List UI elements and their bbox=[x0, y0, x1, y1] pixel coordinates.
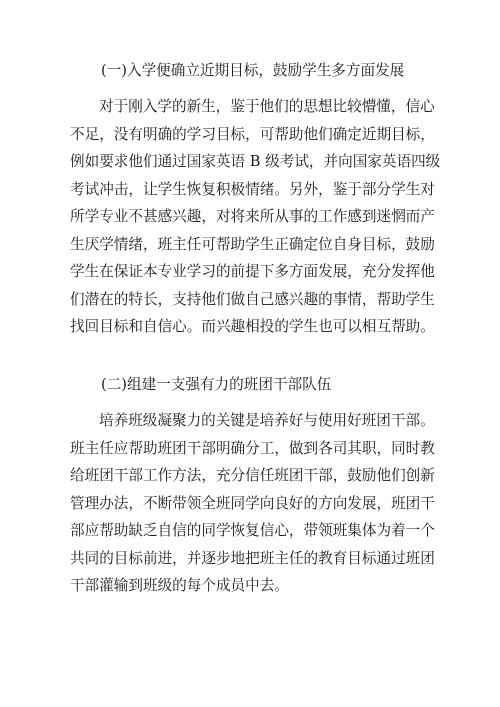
paragraph-line: 部应帮助缺乏自信的同学恢复信心，带领班集体为着一个 bbox=[70, 522, 435, 539]
paragraph-line: 学生在保证本专业学习的前提下多方面发展，充分发挥他 bbox=[70, 263, 435, 280]
paragraph-line: 考试冲击，让学生恢复积极情绪。另外，鉴于部分学生对 bbox=[70, 180, 435, 198]
paragraph-line: 生厌学情绪，班主任可帮助学生正确定位自身目标，鼓励 bbox=[70, 235, 435, 253]
paragraph-line: 不足，没有明确的学习目标，可帮助他们确定近期目标， bbox=[70, 125, 435, 143]
paragraph-line: 培养班级凝聚力的关键是培养好与使用好班团干部。 bbox=[99, 412, 435, 429]
paragraph-line: 干部灌输到班级的每个成员中去。 bbox=[70, 577, 289, 594]
section-2-paragraph bbox=[70, 407, 442, 600]
paragraph-line: 所学专业不甚感兴趣，对将来所从事的工作感到迷惘而产 bbox=[70, 208, 435, 225]
paragraph-line: 对于刚入学的新生，鉴于他们的思想比较懵懂，信心 bbox=[99, 98, 435, 115]
paragraph-line: 们潜在的特长，支持他们做自己感兴趣的事情，帮助学生 bbox=[70, 290, 435, 308]
section-1-heading: (一)入学便确立近期目标，鼓励学生多方面发展 bbox=[101, 62, 405, 79]
paragraph-line: 管理办法，不断带领全班同学向良好的方向发展，班团干 bbox=[70, 494, 435, 512]
paragraph-line: 找回目标和自信心。而兴趣相投的学生也可以相互帮助。 bbox=[70, 318, 435, 335]
paragraph-line: 例如要求他们通过国家英语 B 级考试，并向国家英语四级 bbox=[70, 153, 441, 170]
section-2-heading: (二)组建一支强有力的班团干部队伍 bbox=[101, 376, 332, 393]
paragraph-line: 共同的目标前进，并逐步地把班主任的教育目标通过班团 bbox=[70, 549, 435, 567]
paragraph-line: 给班团干部工作方法，充分信任班团干部，鼓励他们创新 bbox=[70, 467, 435, 484]
paragraph-line: 班主任应帮助班团干部明确分工，做到各司其职，同时教 bbox=[70, 439, 435, 457]
section-1-paragraph bbox=[70, 93, 442, 341]
